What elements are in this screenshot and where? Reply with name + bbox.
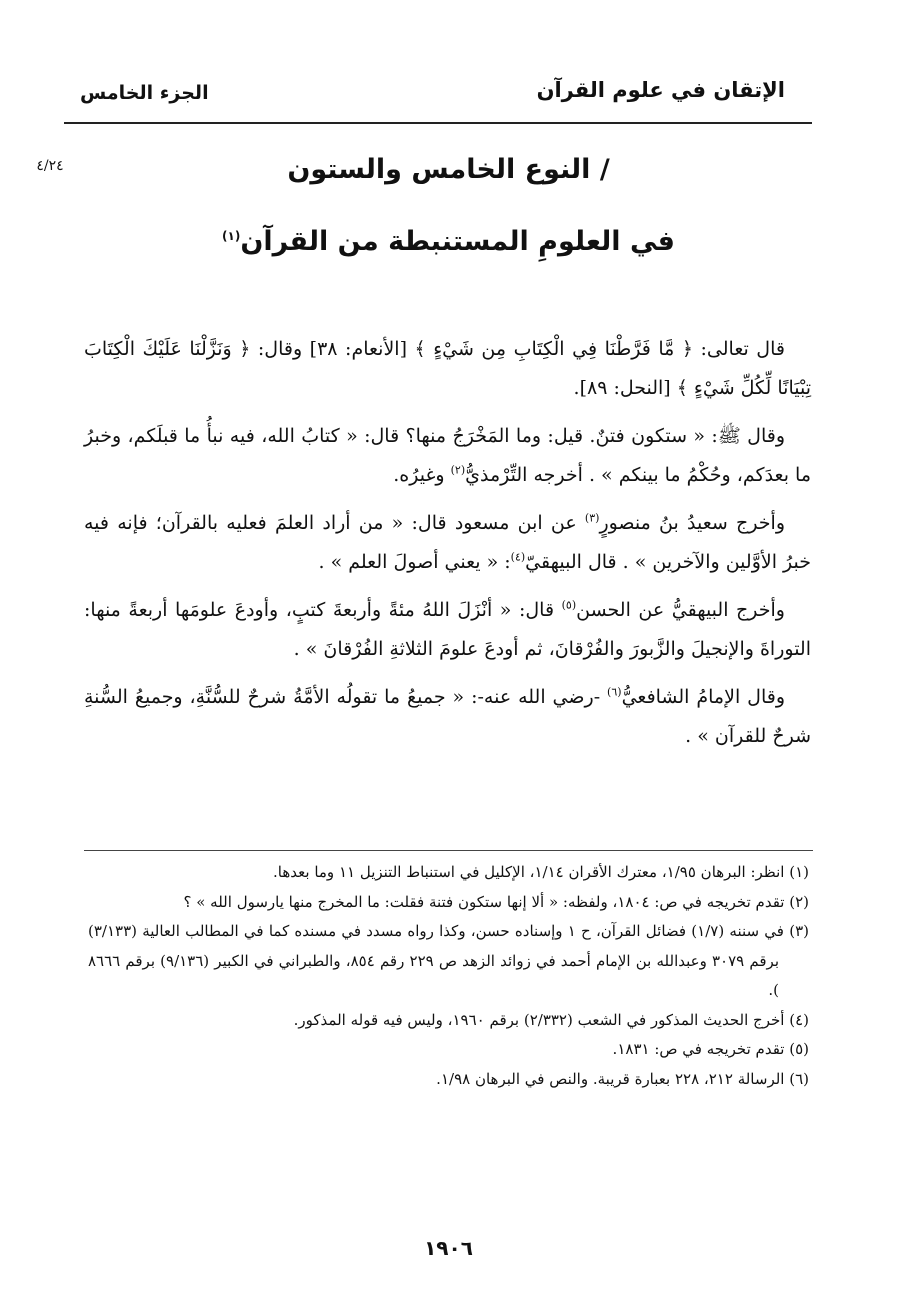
- paragraph: [84, 678, 811, 756]
- paragraph-text: وقال ﷺ: « ستكون فتنٌ. قيل: وما المَخْرَجُ منها؟ قال: « كتابُ الله، فيه نبأُ ما قبلَكم، وخبرُ ما بعدَكم، وحُكْمُ ما بينكم » . أخرجه التِّرْمذيُّ: [84, 425, 811, 486]
- chapter-subtitle: [130, 226, 767, 257]
- paragraph: [84, 504, 811, 582]
- footnote: (٥) تقدم تخريجه في ص: ١٨٣١.: [612, 1040, 809, 1058]
- paragraph: قال تعالى: ﴿ مَّا فَرَّطْنَا فِي الْكِتَابِ مِن شَيْءٍ ﴾ [الأنعام: ٣٨] وقال: ﴿ وَنَزَّلْنَا عَلَيْكَ الْكِتَابَ تِبْيَانًا لِّكُلِّ شَيْءٍ ﴾ [النحل: ٨٩].: [84, 338, 811, 399]
- paragraph-text: وأخرج سعيدُ بنُ منصورٍ: [599, 512, 785, 534]
- paragraph: [84, 591, 811, 669]
- footnote: (٣) في سننه (١/٧) فضائل القرآن، ح ١ وإسناده حسن، وكذا رواه مسدد في مسنده كما في المطالب العالية (٣/١٣٣) برقم ٣٠٧٩ وعبدالله بن الإمام أحمد في زوائد الزهد ص ٢٢٩ رقم ٨٥٤، والطبراني في الكبير (٩/١٣٦) برقم ٨٦٦٦ ).: [88, 922, 809, 999]
- paragraph-text: وغيرُه.: [393, 464, 451, 486]
- paragraph-text: -رضي الله عنه-: « جميعُ ما تقولُه الأمَّةُ شرحٌ للسُّنَّةِ، وجميعُ السُّنةِ شرحٌ للقرآن » .: [84, 686, 811, 747]
- footnote: (٤) أخرج الحديث المذكور في الشعب (٢/٣٣٢) برقم ١٩٦٠، وليس فيه قوله المذكور.: [293, 1010, 809, 1029]
- footnote: (٢) تقدم تخريجه في ص: ١٨٠٤، ولفظه: « ألا إنها ستكون فتنة فقلت: ما المخرج منها يارسول الله » ؟: [183, 892, 809, 911]
- footnote-marker: (٥): [561, 598, 577, 612]
- header-rule: [64, 122, 812, 124]
- footnote-marker: (٢): [450, 463, 466, 477]
- paragraph-text: وقال الإمامُ الشافعيُّ: [621, 686, 785, 708]
- main-text: [84, 330, 811, 765]
- chapter-title: / النوع الخامس والستون: [287, 154, 610, 185]
- footnote: (١) انظر: البرهان ١/٩٥، معترك الأقران ١/١٤، الإكليل في استنباط التنزيل ١١ وما بعدها.: [273, 863, 809, 881]
- footnote-separator: [84, 850, 813, 851]
- footnote: (٦) الرسالة ٢١٢، ٢٢٨ بعبارة قريبة. والنص في البرهان ١/٩٨.: [436, 1069, 809, 1088]
- footnote-marker: (٤): [510, 550, 526, 564]
- paragraph-text: عن ابن مسعود قال: « من أراد العلمَ فعليه بالقرآن؛ فإنه فيه خبرُ الأوَّلين والآخرين » . قال البيهقيّ: [84, 512, 811, 573]
- footnote-marker: (٣): [584, 511, 600, 525]
- margin-reference: ٤/٢٤: [36, 158, 64, 174]
- paragraph-text: وأخرج البيهقيُّ عن الحسن: [576, 599, 785, 621]
- running-head-volume: الجزء الخامس: [80, 82, 209, 104]
- paragraph: [84, 417, 811, 495]
- paragraph-text: قال: « أنْزَلَ اللهُ مئةً وأربعةَ كتبٍ، وأودعَ علومَها أربعةً منها: التوراةَ والإنجيلَ والزَّبورَ والفُرْقانَ، ثم أودعَ علومَ الثلاثةِ الفُرْقانَ » .: [84, 599, 811, 660]
- paragraph-text: : « يعني أصولَ العلم » .: [318, 551, 511, 573]
- page-number: ١٩٠٦: [424, 1236, 473, 1260]
- footnote-marker: (١): [222, 229, 241, 243]
- chapter-subtitle-text: في العلومِ المستنبطة من القرآن: [240, 226, 675, 257]
- footnote-marker: (٦): [607, 685, 622, 699]
- footnotes: [88, 858, 809, 1094]
- running-head-book-title: الإتقان في علوم القرآن: [536, 78, 785, 102]
